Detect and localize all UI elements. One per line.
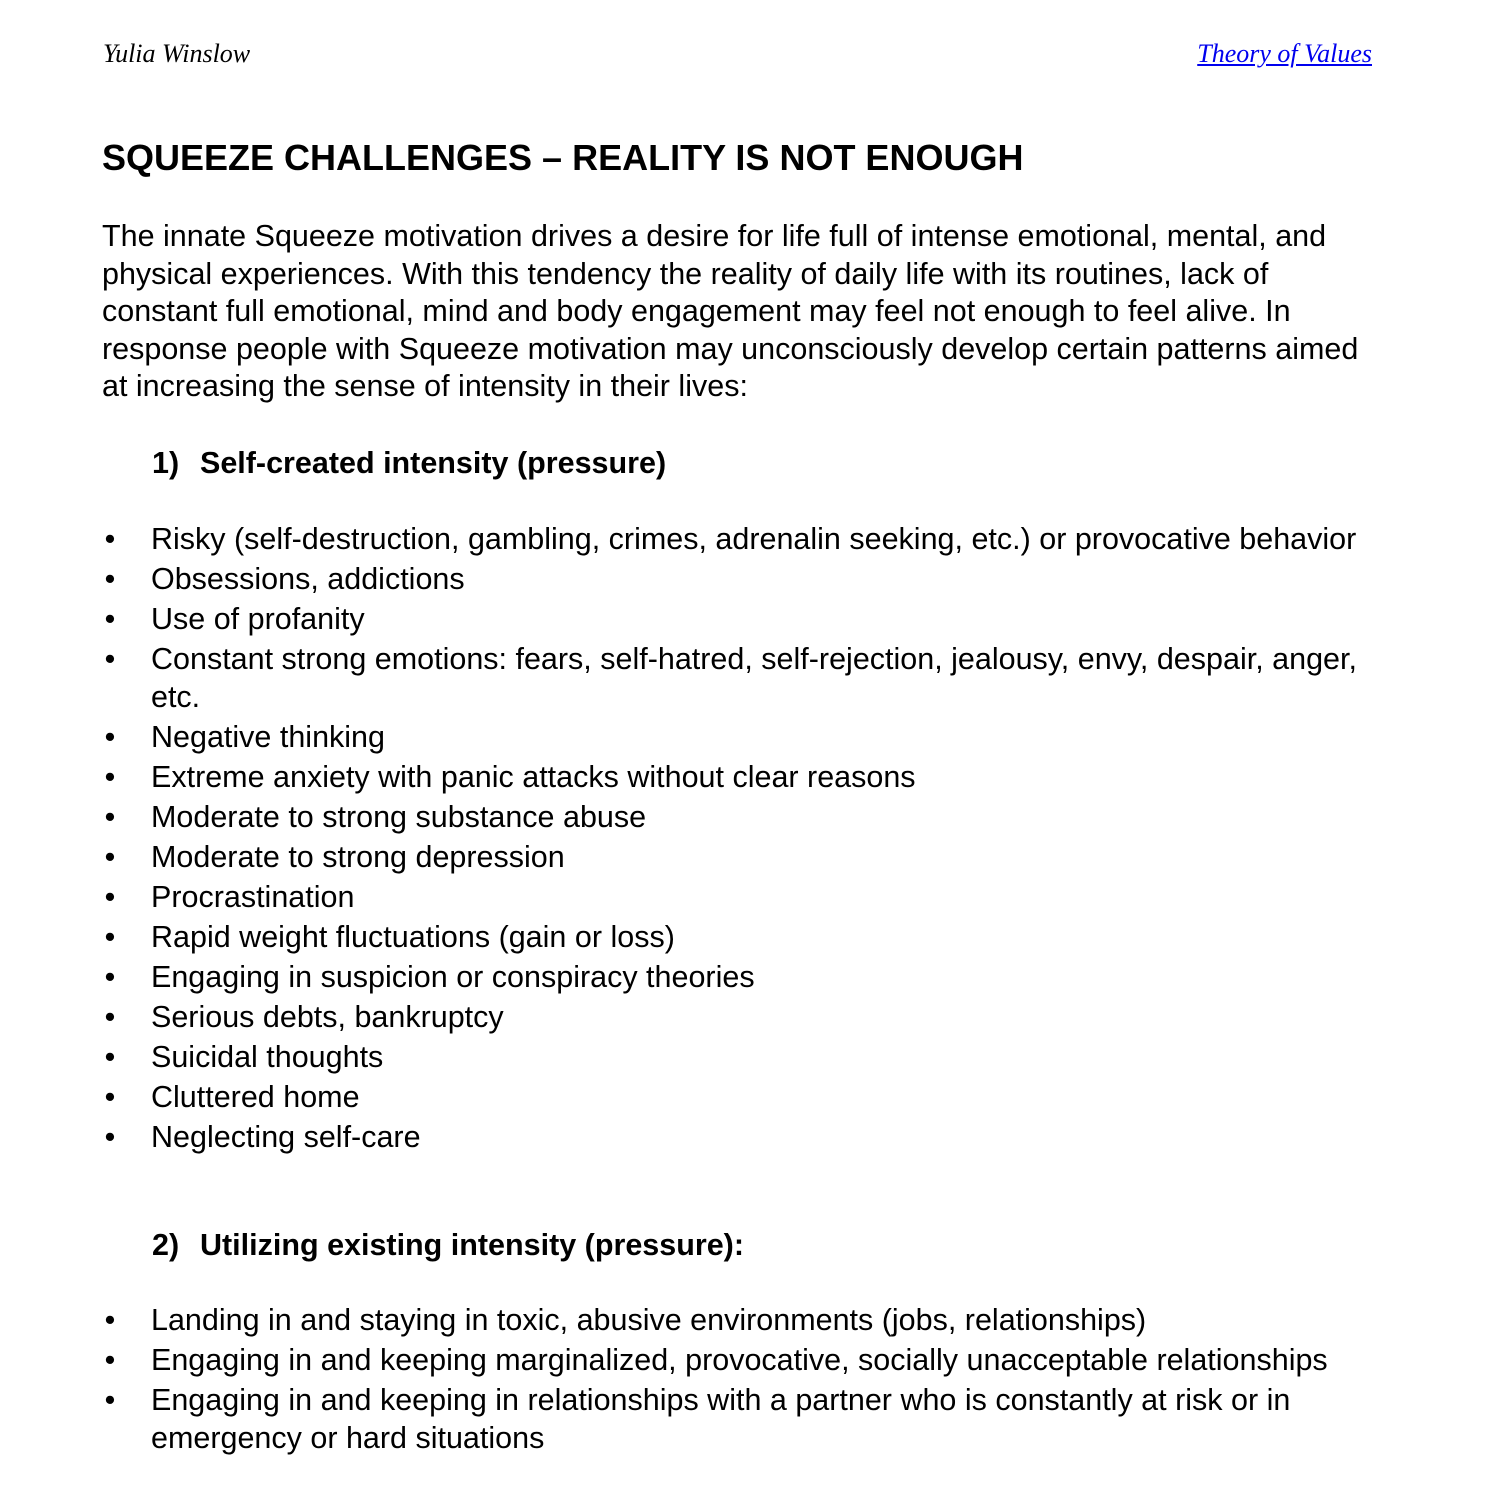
section-heading-text: Self-created intensity (pressure) [200, 446, 667, 480]
list-item-text: Procrastination [151, 879, 355, 914]
list-item [0, 759, 1381, 797]
list-item [0, 1119, 1381, 1157]
header-author: Yulia Winslow [103, 39, 251, 68]
bullet-icon: • [104, 879, 116, 914]
list-item [0, 601, 1381, 639]
bullet-icon: • [104, 642, 116, 676]
list-item-text: Moderate to strong depression [151, 839, 565, 874]
list-item-text: Engaging in suspicion or conspiracy theories [151, 959, 755, 994]
utilizing-existing-intensity-list [0, 1302, 1381, 1460]
bullet-icon: • [104, 719, 116, 754]
section-heading-text: Utilizing existing intensity (pressure): [200, 1228, 744, 1262]
section-number: 2) [152, 1228, 180, 1262]
bullet-icon: • [104, 1079, 116, 1114]
bullet-icon: • [104, 799, 116, 834]
list-item-text: Moderate to strong substance abuse [151, 799, 647, 834]
list-item [0, 1382, 1381, 1457]
theory-of-values-link[interactable]: Theory of Values [1197, 39, 1372, 68]
list-item [0, 641, 1381, 716]
list-item [0, 1302, 1381, 1340]
list-item-text: Constant strong emotions: fears, self-hatred, self-rejection, jealousy, envy, despair, anger, etc. [151, 642, 1357, 714]
bullet-icon: • [104, 522, 116, 556]
list-item [0, 919, 1381, 957]
list-item [0, 999, 1381, 1037]
list-item [0, 1079, 1381, 1117]
bullet-icon: • [104, 999, 116, 1034]
list-item [0, 799, 1381, 837]
list-item [0, 1342, 1381, 1380]
list-item [0, 1039, 1381, 1077]
list-item-text: Obsessions, addictions [151, 562, 465, 596]
list-item-text: Neglecting self-care [151, 1119, 421, 1154]
list-item-text: Suicidal thoughts [151, 1039, 384, 1074]
section-number: 1) [152, 446, 180, 480]
intro-paragraph: The innate Squeeze motivation drives a desire for life full of intense emotional, mental, and physical experiences. With this tendency the reality of daily life with its routines, lack of constant full emotional, mind and body engagement may feel not enough to feel alive. In response people with Squeeze motivation may unconsciously develop certain patterns aimed at increasing the sense of intensity in their lives: [102, 219, 1359, 403]
section-heading-self-created [152, 444, 666, 482]
bullet-icon: • [104, 562, 116, 596]
section-heading-utilizing-existing [152, 1226, 744, 1264]
list-item-text: Landing in and staying in toxic, abusive environments (jobs, relationships) [151, 1303, 1147, 1337]
list-item [0, 719, 1381, 757]
list-item [0, 879, 1381, 917]
list-item [0, 959, 1381, 997]
bullet-icon: • [104, 839, 116, 874]
list-item-text: Extreme anxiety with panic attacks without clear reasons [151, 759, 916, 794]
page-title: SQUEEZE CHALLENGES – REALITY IS NOT ENOUGH [102, 137, 1024, 178]
bullet-icon: • [104, 602, 116, 636]
list-item-text: Engaging in and keeping marginalized, provocative, socially unacceptable relationships [151, 1343, 1328, 1377]
bullet-icon: • [104, 1119, 116, 1154]
bullet-icon: • [104, 1343, 116, 1377]
list-item-text: Cluttered home [151, 1079, 360, 1114]
list-item-text: Risky (self-destruction, gambling, crimes, adrenalin seeking, etc.) or provocative behavior [151, 522, 1357, 556]
list-item-text: Serious debts, bankruptcy [151, 999, 504, 1034]
self-created-intensity-list [0, 521, 1381, 1159]
bullet-icon: • [104, 1383, 116, 1417]
bullet-icon: • [104, 1039, 116, 1074]
list-item-text: Negative thinking [151, 719, 385, 754]
bullet-icon: • [104, 919, 116, 954]
bullet-icon: • [104, 959, 116, 994]
bullet-icon: • [104, 1303, 116, 1337]
list-item-text: Rapid weight fluctuations (gain or loss) [151, 919, 675, 954]
list-item [0, 839, 1381, 877]
list-item-text: Engaging in and keeping in relationships with a partner who is constantly at risk or in emergency or hard situations [151, 1383, 1291, 1455]
list-item [0, 561, 1381, 599]
list-item [0, 521, 1381, 559]
bullet-icon: • [104, 759, 116, 794]
list-item-text: Use of profanity [151, 602, 365, 636]
